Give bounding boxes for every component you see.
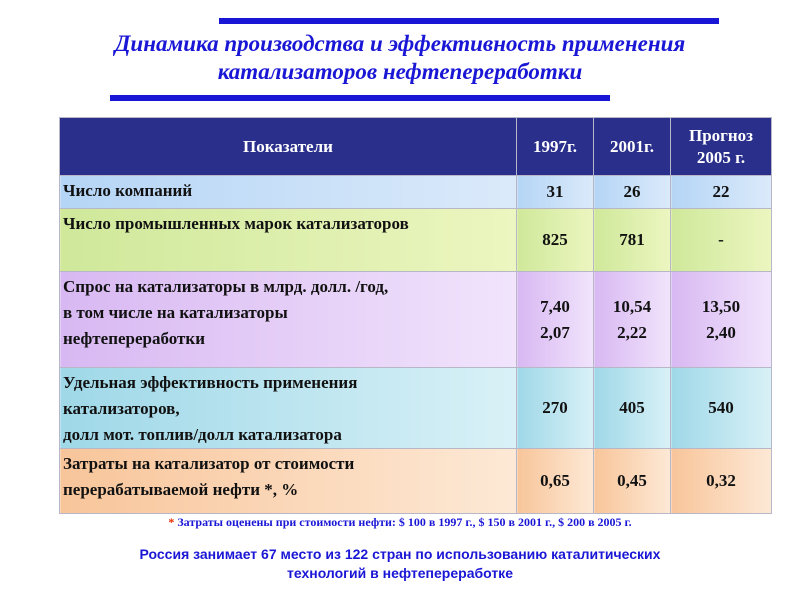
header-forecast-line-2: 2005 г. bbox=[696, 147, 746, 167]
row-label-line: долл мот. топлив/долл катализатора bbox=[63, 425, 342, 444]
cell-value: 7,40 bbox=[540, 296, 570, 316]
cell-value: 22 bbox=[712, 182, 730, 201]
title-rule-bottom bbox=[110, 95, 610, 101]
header-2001: 2001г. bbox=[594, 118, 671, 176]
cell-2001 bbox=[594, 272, 671, 368]
header-forecast-2005 bbox=[671, 118, 772, 176]
row-label-line: катализаторов, bbox=[63, 399, 180, 418]
cell-2001 bbox=[594, 209, 671, 272]
cell-2001 bbox=[594, 368, 671, 449]
cell-2001 bbox=[594, 449, 671, 514]
header-forecast-line-1: Прогноз bbox=[688, 125, 754, 145]
cell-value: 2,22 bbox=[617, 322, 647, 342]
footnote bbox=[0, 515, 800, 530]
cell-value: 31 bbox=[546, 182, 564, 201]
table-header-row bbox=[60, 118, 772, 176]
cell-2005 bbox=[671, 272, 772, 368]
cell-value: 2,07 bbox=[540, 322, 570, 342]
cell-value: 781 bbox=[619, 230, 645, 249]
cell-value: 540 bbox=[708, 398, 734, 417]
row-label-line: Спрос на катализаторы в млрд. долл. /год, bbox=[63, 277, 389, 296]
header-1997: 1997г. bbox=[517, 118, 594, 176]
row-label bbox=[60, 272, 517, 368]
row-label-line: перерабатываемой нефти *, % bbox=[63, 480, 299, 499]
cell-value: 26 bbox=[623, 182, 641, 201]
indicators-table bbox=[59, 117, 772, 514]
cell-1997 bbox=[517, 209, 594, 272]
cell-2005 bbox=[671, 176, 772, 209]
cell-2005 bbox=[671, 368, 772, 449]
cell-value: 825 bbox=[542, 230, 568, 249]
cell-1997 bbox=[517, 368, 594, 449]
cell-value: 0,45 bbox=[617, 471, 647, 490]
cell-value: 270 bbox=[542, 398, 568, 417]
table-row bbox=[60, 176, 772, 209]
cell-value: 10,54 bbox=[612, 296, 652, 316]
footnote-text: Затраты оценены при стоимости нефти: $ 100 в 1997 г., $ 150 в 2001 г., $ 200 в 2005 г. bbox=[177, 515, 632, 529]
title-line-2: катализаторов нефтепереработки bbox=[217, 59, 583, 84]
page-title bbox=[30, 30, 770, 86]
summary-text bbox=[0, 545, 800, 583]
table-row bbox=[60, 449, 772, 514]
cell-1997 bbox=[517, 449, 594, 514]
cell-2005 bbox=[671, 209, 772, 272]
cell-value: 0,32 bbox=[706, 471, 736, 490]
footnote-star: * bbox=[168, 515, 175, 529]
title-line-1: Динамика производства и эффективность применения bbox=[114, 31, 686, 56]
title-rule-top bbox=[219, 18, 719, 24]
row-label-line: нефтепереработки bbox=[63, 329, 205, 348]
row-label-line: Число промышленных марок катализаторов bbox=[63, 214, 409, 233]
row-label bbox=[60, 176, 517, 209]
row-label-line: Удельная эффективность применения bbox=[63, 373, 358, 392]
summary-line-2: технологий в нефтепереработке bbox=[287, 565, 513, 581]
table-row bbox=[60, 368, 772, 449]
cell-1997 bbox=[517, 176, 594, 209]
row-label-line: в том числе на катализаторы bbox=[63, 303, 288, 322]
table-row bbox=[60, 272, 772, 368]
table-row bbox=[60, 209, 772, 272]
cell-1997 bbox=[517, 272, 594, 368]
row-label-line: Число компаний bbox=[63, 181, 193, 200]
cell-2001 bbox=[594, 176, 671, 209]
row-label-line: Затраты на катализатор от стоимости bbox=[63, 454, 355, 473]
summary-line-1: Россия занимает 67 место из 122 стран по использованию каталитических bbox=[139, 546, 661, 562]
cell-value: 0,65 bbox=[540, 471, 570, 490]
cell-2005 bbox=[671, 449, 772, 514]
cell-value: 405 bbox=[619, 398, 645, 417]
header-indicators: Показатели bbox=[60, 118, 517, 176]
row-label bbox=[60, 209, 517, 272]
cell-value: 13,50 bbox=[701, 296, 741, 316]
cell-value: - bbox=[718, 230, 724, 249]
cell-value: 2,40 bbox=[706, 322, 736, 342]
row-label bbox=[60, 449, 517, 514]
row-label bbox=[60, 368, 517, 449]
